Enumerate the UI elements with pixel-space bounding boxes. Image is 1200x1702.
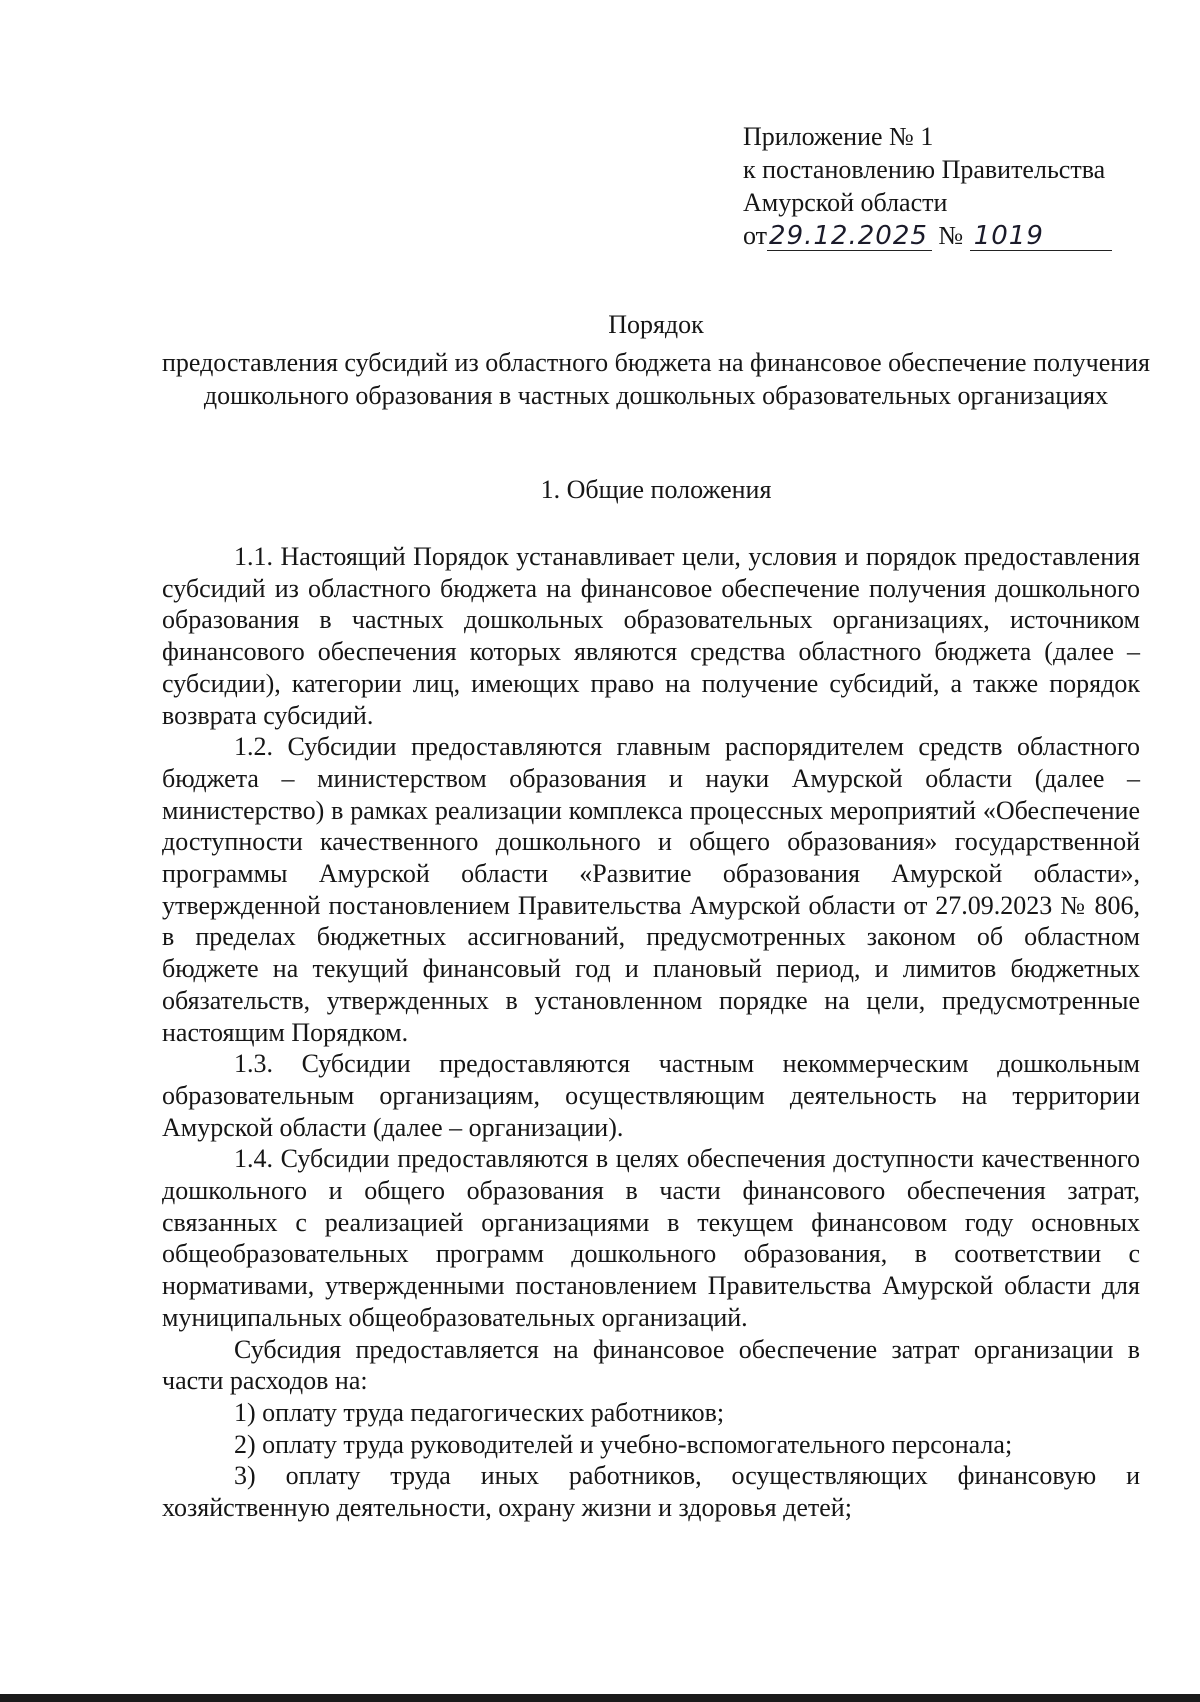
paragraph-subsidy-purpose: Субсидия предоставляется на финансовое обеспечение затрат организации в части расходов на: [162,1334,1140,1396]
paragraph-1-3: 1.3. Субсидии предоставляются частным некоммерческим дошкольным образовательным организациям, осуществляющим деятельность на территории Амурской области (далее – организации). [162,1049,1140,1142]
list-item-1: 1) оплату труда педагогических работников; [234,1397,725,1427]
list-item-2: 2) оплату труда руководителей и учебно-вспомогательного персонала; [234,1429,1013,1459]
paragraph-1-4: 1.4. Субсидии предоставляются в целях обеспечения доступности качественного дошкольного и общего образования в части финансового обеспечения затрат, связанных с реализацией организациями в текущем финансовом году основных общеобразовательных программ дошкольного образования, в соответствии с нормативами, утвержденными постановлением Правительства Амурской области для муниципальных общеобразовательных организаций. [162,1144,1140,1332]
paragraph-1-1: 1.1. Настоящий Порядок устанавливает цели, условия и порядок предоставления субсидий из областного бюджета на финансовое обеспечение получения дошкольного образования в частных дошкольных образовательных организациях, источником финансового обеспечения которых являются средства областного бюджета (далее – субсидии), категории лиц, имеющих право на получение субсидий, а также порядок возврата субсидий. [162,542,1140,730]
appendix-block [743,120,1163,252]
appendix-line-1: Приложение № 1 [743,122,934,151]
document-subtitle: предоставления субсидий из областного бюджета на финансовое обеспечение получения дошкольного образования в частных дошкольных образовательных организациях [161,348,1151,410]
handwritten-number: 1019 [970,222,1112,251]
appendix-date-line [743,219,1163,252]
list-item-3: 3) оплату труда иных работников, осуществляющих финансовую и хозяйственную деятельности, охрану жизни и здоровья детей; [162,1461,1140,1523]
document-title: Порядок [608,310,704,339]
appendix-line-2: к постановлению Правительства [743,155,1106,184]
handwritten-date: 29.12.2025 [767,222,932,251]
date-prefix: от [743,221,768,250]
paragraph-1-2: 1.2. Субсидии предоставляются главным распорядителем средств областного бюджета – министерством образования и науки Амурской области (далее – министерство) в рамках реализации комплекса процессных мероприятий «Обеспечение доступности качественного дошкольного и общего образования» государственной программы Амурской области «Развитие образования Амурской области», утвержденной постановлением Правительства Амурской области от 27.09.2023 № 806, в пределах бюджетных ассигнований, предусмотренных законом об областном бюджете на текущий финансовый год и плановый период, и лимитов бюджетных обязательств, утвержденных в установленном порядке на цели, предусмотренные настоящим Порядком. [162,732,1140,1047]
scan-bottom-edge [0,1694,1200,1702]
document-body [162,541,1140,1524]
section-heading: 1. Общие положения [540,475,772,504]
appendix-line-3: Амурской области [743,188,948,217]
number-prefix: № [938,221,964,250]
